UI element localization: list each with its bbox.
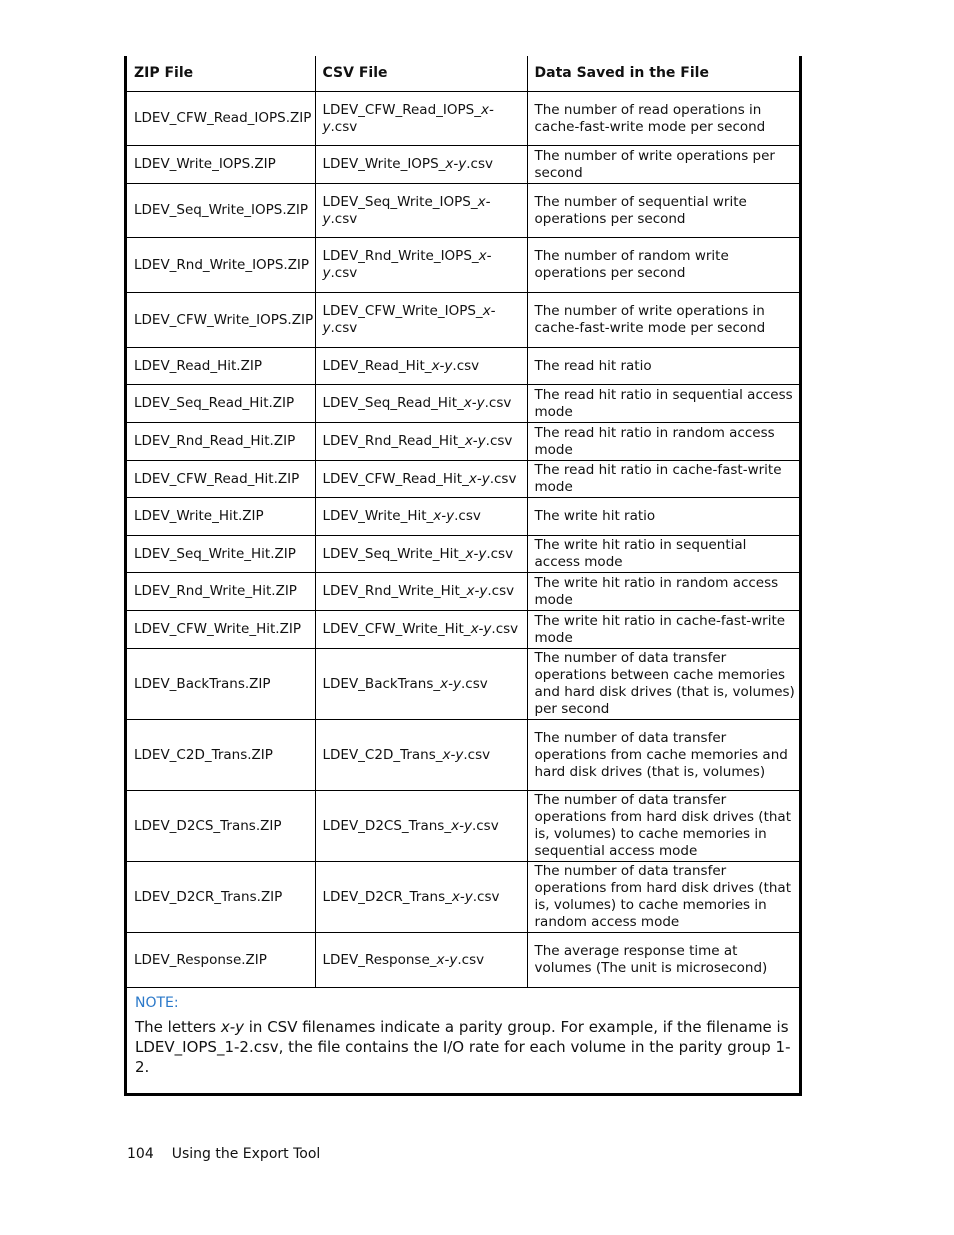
note-cell [127, 988, 799, 1094]
csv-variable: x-y [436, 951, 458, 968]
csv-extension: .csv [485, 433, 513, 449]
zip-file-cell: LDEV_Seq_Write_Hit.ZIP [127, 536, 315, 573]
csv-variable: x-y [465, 545, 487, 562]
data-description-cell: The number of write operations in cache-fast-write mode per second [527, 293, 799, 348]
csv-prefix: LDEV_Rnd_Read_Hit_ [322, 433, 465, 449]
csv-prefix: LDEV_CFW_Write_IOPS_ [322, 303, 483, 319]
csv-variable: x-y [470, 621, 492, 637]
csv-variable: x-y [464, 433, 486, 449]
csv-prefix: LDEV_Write_IOPS_ [322, 156, 446, 172]
csv-extension: .csv [463, 746, 491, 763]
csv-file-cell [315, 720, 527, 791]
data-description-cell: The number of data transfer operations from hard disk drives (that is, volumes) to cache memories in sequential access mode [527, 791, 799, 862]
note-text-after: in CSV filenames indicate a parity group. For example, if the filename is LDEV_IOPS_1-2.csv, the file contains the I/O rate for each volume in the parity group 1-2. [135, 1018, 791, 1076]
csv-file-cell [315, 348, 527, 385]
zip-file-cell: LDEV_Response.ZIP [127, 933, 315, 988]
csv-file-cell [315, 238, 527, 293]
note-row [127, 988, 799, 1094]
table-row [127, 536, 799, 573]
data-description-cell: The number of data transfer operations from hard disk drives (that is, volumes) to cache memories in random access mode [527, 862, 799, 933]
page-footer [127, 1144, 320, 1164]
data-description-cell: The read hit ratio in cache-fast-write mode [527, 461, 799, 498]
data-description-cell: The number of random write operations per second [527, 238, 799, 293]
csv-extension: .csv [330, 320, 358, 336]
csv-file-cell [315, 92, 527, 146]
zip-file-cell: LDEV_Read_Hit.ZIP [127, 348, 315, 385]
page-number: 104 [127, 1146, 154, 1162]
csv-variable: x-y [431, 357, 453, 374]
table-row [127, 791, 799, 862]
zip-file-cell: LDEV_D2CS_Trans.ZIP [127, 791, 315, 862]
csv-prefix: LDEV_Seq_Write_Hit_ [322, 545, 466, 562]
zip-file-cell: LDEV_Rnd_Write_Hit.ZIP [127, 573, 315, 611]
data-description-cell: The write hit ratio [527, 498, 799, 536]
table-row [127, 611, 799, 649]
note-text-italic: x-y [220, 1018, 244, 1036]
csv-extension: .csv [489, 470, 517, 487]
csv-file-cell [315, 536, 527, 573]
table-row [127, 348, 799, 385]
csv-variable: x-y [466, 583, 488, 599]
csv-variable: x-y [433, 508, 455, 524]
zip-file-cell: LDEV_CFW_Read_Hit.ZIP [127, 461, 315, 498]
note-text [135, 1017, 791, 1077]
data-description-cell: The write hit ratio in random access mode [527, 573, 799, 611]
header-data-saved: Data Saved in the File [527, 56, 799, 92]
csv-file-cell [315, 293, 527, 348]
csv-extension: .csv [484, 395, 512, 411]
table-row [127, 92, 799, 146]
csv-file-cell [315, 649, 527, 720]
data-description-cell: The write hit ratio in cache-fast-write mode [527, 611, 799, 649]
csv-prefix: LDEV_CFW_Read_Hit_ [322, 470, 469, 487]
csv-file-cell [315, 791, 527, 862]
header-csv-file: CSV File [315, 56, 527, 92]
csv-file-cell [315, 498, 527, 536]
csv-variable: x-y [322, 193, 491, 227]
csv-prefix: LDEV_Seq_Read_Hit_ [322, 395, 464, 411]
file-table [127, 56, 799, 1093]
zip-file-cell: LDEV_D2CR_Trans.ZIP [127, 862, 315, 933]
csv-variable: x-y [445, 156, 467, 172]
note-label: NOTE: [135, 995, 179, 1011]
table-header-row [127, 56, 799, 92]
csv-file-cell [315, 862, 527, 933]
csv-variable: x-y [322, 303, 496, 336]
table-row [127, 461, 799, 498]
csv-extension: .csv [487, 583, 515, 599]
data-description-cell: The write hit ratio in sequential access mode [527, 536, 799, 573]
csv-prefix: LDEV_Write_Hit_ [322, 508, 434, 524]
csv-prefix: LDEV_Rnd_Write_IOPS_ [322, 248, 479, 264]
csv-prefix: LDEV_CFW_Write_Hit_ [322, 621, 471, 637]
table-row [127, 184, 799, 238]
table-row [127, 862, 799, 933]
data-description-cell: The number of write operations per second [527, 146, 799, 184]
zip-file-cell: LDEV_CFW_Read_IOPS.ZIP [127, 92, 315, 146]
csv-variable: x-y [440, 675, 461, 692]
csv-extension: .csv [454, 508, 481, 524]
csv-variable: x-y [322, 248, 492, 281]
csv-prefix: LDEV_Response_ [322, 951, 437, 968]
table-row [127, 573, 799, 611]
csv-variable: x-y [468, 470, 490, 487]
csv-prefix: LDEV_D2CR_Trans_ [322, 888, 452, 905]
zip-file-cell: LDEV_BackTrans.ZIP [127, 649, 315, 720]
zip-file-cell: LDEV_Rnd_Read_Hit.ZIP [127, 423, 315, 461]
csv-file-cell [315, 933, 527, 988]
csv-file-cell [315, 385, 527, 423]
csv-extension: .csv [330, 210, 358, 227]
table-row [127, 720, 799, 791]
csv-file-cell [315, 461, 527, 498]
file-table-container [124, 56, 802, 1096]
csv-prefix: LDEV_Rnd_Write_Hit_ [322, 583, 467, 599]
table-body [127, 92, 799, 988]
csv-extension: .csv [491, 621, 519, 637]
data-description-cell: The read hit ratio in random access mode [527, 423, 799, 461]
csv-extension: .csv [457, 951, 485, 968]
csv-prefix: LDEV_BackTrans_ [322, 675, 441, 692]
csv-extension: .csv [330, 118, 358, 135]
csv-variable: x-y [463, 395, 485, 411]
csv-extension: .csv [330, 265, 358, 281]
zip-file-cell: LDEV_CFW_Write_Hit.ZIP [127, 611, 315, 649]
note-text-before: The letters [135, 1018, 221, 1036]
table-row [127, 238, 799, 293]
data-description-cell: The average response time at volumes (The unit is microsecond) [527, 933, 799, 988]
table-row [127, 293, 799, 348]
section-title: Using the Export Tool [171, 1146, 321, 1162]
csv-file-cell [315, 573, 527, 611]
zip-file-cell: LDEV_Seq_Write_IOPS.ZIP [127, 184, 315, 238]
data-description-cell: The number of read operations in cache-fast-write mode per second [527, 92, 799, 146]
zip-file-cell: LDEV_Seq_Read_Hit.ZIP [127, 385, 315, 423]
csv-variable: x-y [451, 817, 472, 834]
data-description-cell: The read hit ratio in sequential access mode [527, 385, 799, 423]
csv-variable: x-y [451, 888, 473, 905]
csv-prefix: LDEV_Seq_Write_IOPS_ [322, 193, 478, 210]
csv-variable: x-y [442, 746, 464, 763]
table-row [127, 385, 799, 423]
zip-file-cell: LDEV_CFW_Write_IOPS.ZIP [127, 293, 315, 348]
table-row [127, 423, 799, 461]
header-zip-file: ZIP File [127, 56, 315, 92]
csv-prefix: LDEV_Read_Hit_ [322, 357, 432, 374]
zip-file-cell: LDEV_Rnd_Write_IOPS.ZIP [127, 238, 315, 293]
csv-prefix: LDEV_C2D_Trans_ [322, 746, 443, 763]
csv-file-cell [315, 184, 527, 238]
table-row [127, 146, 799, 184]
csv-prefix: LDEV_D2CS_Trans_ [322, 817, 452, 834]
zip-file-cell: LDEV_C2D_Trans.ZIP [127, 720, 315, 791]
data-description-cell: The read hit ratio [527, 348, 799, 385]
table-row [127, 649, 799, 720]
table-row [127, 498, 799, 536]
csv-file-cell [315, 611, 527, 649]
csv-file-cell [315, 146, 527, 184]
zip-file-cell: LDEV_Write_Hit.ZIP [127, 498, 315, 536]
table-row [127, 933, 799, 988]
data-description-cell: The number of sequential write operations per second [527, 184, 799, 238]
csv-file-cell [315, 423, 527, 461]
csv-extension: .csv [466, 156, 494, 172]
zip-file-cell: LDEV_Write_IOPS.ZIP [127, 146, 315, 184]
csv-prefix: LDEV_CFW_Read_IOPS_ [322, 101, 481, 118]
csv-extension: .csv [486, 545, 514, 562]
csv-extension: .csv [471, 817, 499, 834]
csv-extension: .csv [452, 357, 480, 374]
csv-variable: x-y [322, 101, 494, 135]
csv-extension: .csv [461, 675, 488, 692]
data-description-cell: The number of data transfer operations between cache memories and hard disk drives (that is, volumes) per second [527, 649, 799, 720]
data-description-cell: The number of data transfer operations from cache memories and hard disk drives (that is, volumes) [527, 720, 799, 791]
csv-extension: .csv [472, 888, 500, 905]
